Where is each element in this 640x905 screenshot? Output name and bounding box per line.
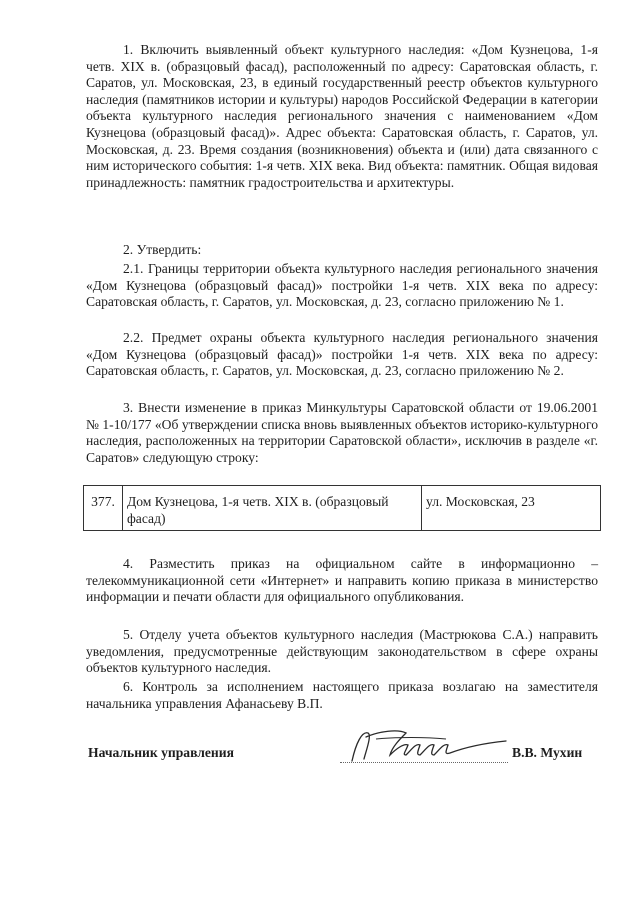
paragraph-5: 5. Отделу учета объектов культурного наследия (Мастрюкова С.А.) направить уведомления, предусмотренные действующим законодательством в сфере охраны объектов культурного наследия. [86,627,598,676]
excluded-row-table [83,485,601,531]
paragraph-6: 6. Контроль за исполнением настоящего приказа возлагаю на заместителя начальника управления Афанасьеву В.П. [86,679,598,711]
paragraph-1: 1. Включить выявленный объект культурного наследия: «Дом Кузнецова, 1-я четв. XIX в. (образцовый фасад), расположенный по адресу: Саратовская область, г. Саратов, ул. Московская, 23, в единый государственный реестр объектов культурного наследия (памятников истории и культуры) народов Российской Федерации в категории объекта культурного наследия регионального значения с наименованием «Дом Кузнецова (образцовый фасад)». Адрес объекта: Саратовская область, г. Саратов, ул. Московская, д. 23. Время создания (возникновения) объекта и (или) дата связанного с ним исторического события: 1-я четв. XIX века. Вид объекта: памятник. Общая видовая принадлежность: памятник градостроительства и архитектуры. [86,42,598,190]
paragraph-4: 4. Разместить приказ на официальном сайте в информационно – телекоммуникационной сети «Интернет» и направить копию приказа в министерство информации и печати области для официального опубликования. [86,556,598,605]
table-cell-number: 377. [84,486,123,531]
signatory-name: В.В. Мухин [512,745,583,760]
table-row [84,486,601,531]
handwritten-signature [346,725,511,767]
paragraph-2: 2. Утвердить: [123,242,202,257]
paragraph-3: 3. Внести изменение в приказ Минкультуры Саратовской области от 19.06.2001 № 1-10/177 «Об утверждении списка вновь выявленных объектов историко-культурного наследия, расположенных на территории Саратовской области», исключив в разделе «г. Саратов» следующую строку: [86,400,598,465]
paragraph-2-2: 2.2. Предмет охраны объекта культурного наследия регионального значения «Дом Кузнецова (образцовый фасад)» постройки 1-я четв. XIX века по адресу: Саратовская область, г. Саратов, ул. Московская, д. 23, согласно приложению № 2. [86,330,598,379]
table-cell-object: Дом Кузнецова, 1-я четв. XIX в. (образцовый фасад) [123,486,422,531]
table-cell-address: ул. Московская, 23 [422,486,601,531]
paragraph-2-1: 2.1. Границы территории объекта культурного наследия регионального значения «Дом Кузнецова (образцовый фасад)» постройки 1-я четв. XIX века по адресу: Саратовская область, г. Саратов, ул. Московская, д. 23, согласно приложению № 1. [86,261,598,310]
signatory-position: Начальник управления [88,745,234,760]
